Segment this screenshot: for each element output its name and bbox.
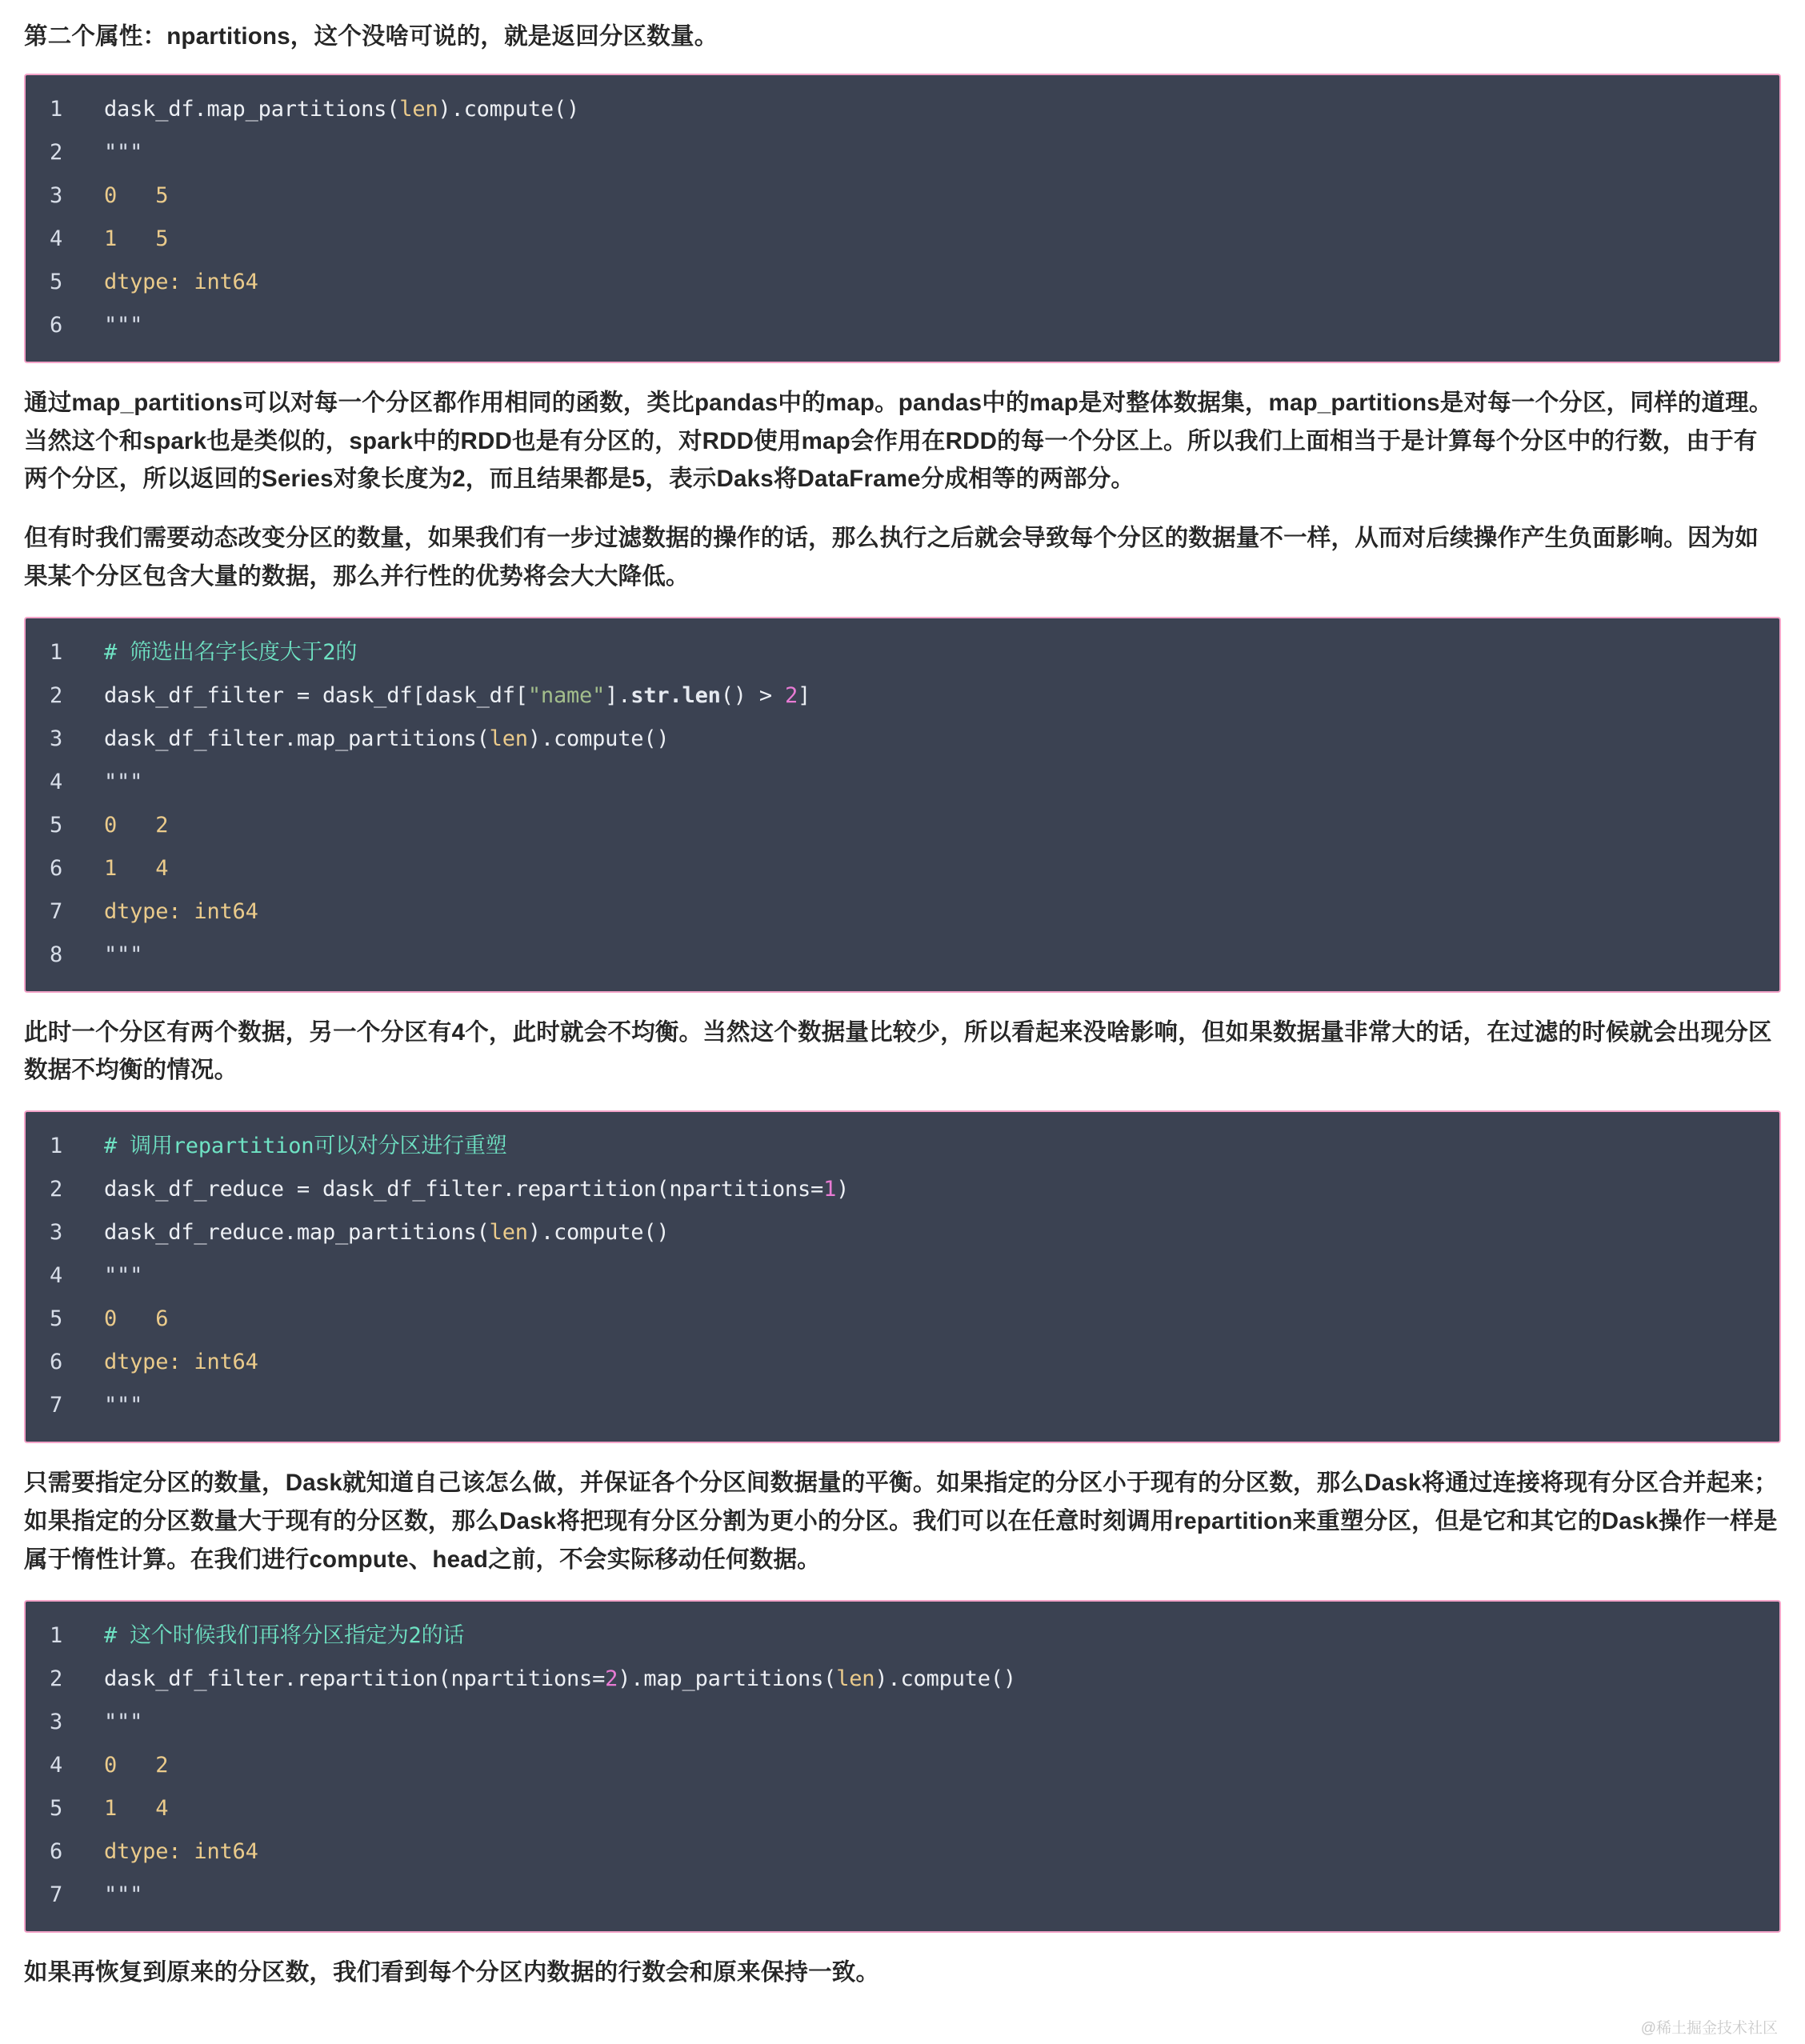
- code-text: """: [104, 1393, 143, 1418]
- line-number: 3: [50, 726, 63, 751]
- line-number: 4: [50, 226, 63, 251]
- line-number: 5: [50, 269, 63, 294]
- code-line: [26, 174, 1779, 218]
- paragraph-2: 但有时我们需要动态改变分区的数量，如果我们有一步过滤数据的操作的话，那么执行之后就会导致每个分区的数据量不一样，从而对后续操作产生负面影响。因为如果某个分区包含大量的数据，那么并行性的优势将会大大降低。: [24, 525, 1759, 590]
- code-block-3[interactable]: [24, 1110, 1781, 1443]
- code-text: dask_df_reduce.map_partitions(len).compute(): [104, 1220, 670, 1246]
- code-line: [26, 1125, 1779, 1168]
- code-text: dask_df_filter.repartition(npartitions=2).map_partitions(len).compute(): [104, 1666, 1016, 1691]
- code-text: """: [104, 1709, 143, 1734]
- code-block-2[interactable]: [24, 617, 1781, 993]
- code-line: [26, 631, 1779, 674]
- code-line: [26, 1701, 1779, 1744]
- code-line: [26, 1830, 1779, 1874]
- code-line: [26, 1254, 1779, 1298]
- line-number: 3: [50, 182, 63, 208]
- line-number: 1: [50, 639, 63, 665]
- line-number: 6: [50, 855, 63, 881]
- code-line: [26, 718, 1779, 761]
- code-line: [26, 1168, 1779, 1211]
- code-text: dtype: int64: [104, 898, 258, 924]
- code-text: 0 6: [104, 1306, 169, 1332]
- code-text: dask_df_filter.map_partitions(len).compute(): [104, 726, 670, 751]
- code-block-1[interactable]: [24, 74, 1781, 363]
- code-text: 1 5: [104, 226, 169, 251]
- code-line: [26, 847, 1779, 890]
- paragraph-5: 如果再恢复到原来的分区数，我们看到每个分区内数据的行数会和原来保持一致。: [24, 1958, 880, 1986]
- code-line: [26, 934, 1779, 977]
- paragraph-3: 此时一个分区有两个数据，另一个分区有4个，此时就会不均衡。当然这个数据量比较少，所以看起来没啥影响，但如果数据量非常大的话，在过滤的时候就会出现分区数据不均衡的情况。: [24, 1018, 1772, 1084]
- line-number: 5: [50, 1306, 63, 1332]
- code-line: [26, 674, 1779, 718]
- line-number: 3: [50, 1220, 63, 1246]
- code-text: # 这个时候我们再将分区指定为2的话: [104, 1622, 465, 1648]
- code-text: # 筛选出名字长度大于2的: [104, 639, 358, 665]
- code-line: [26, 1341, 1779, 1384]
- code-text: 0 2: [104, 1752, 169, 1778]
- line-number: 7: [50, 898, 63, 924]
- code-text: 0 2: [104, 812, 169, 838]
- code-text: dask_df_reduce = dask_df_filter.repartition(npartitions=1): [104, 1177, 850, 1202]
- code-line: [26, 890, 1779, 934]
- line-number: 4: [50, 1263, 63, 1289]
- code-text: dask_df_filter = dask_df[dask_df["name"].str.len() > 2]: [104, 682, 811, 708]
- code-text: """: [104, 1882, 143, 1907]
- code-text: dtype: int64: [104, 1350, 258, 1375]
- code-text: """: [104, 139, 143, 165]
- code-line: [26, 131, 1779, 174]
- paragraph-4: 只需要指定分区的数量，Dask就知道自己该怎么做，并保证各个分区间数据量的平衡。如果指定的分区小于现有的分区数，那么Dask将通过连接将现有分区合并起来；如果指定的分区数量大于现有的分区数，那么Dask将把现有分区分割为更小的分区。我们可以在任意时刻调用repartition来重塑分区，但是它和其它的Dask操作一样是属于惰性计算。在我们进行compute、head之前，不会实际移动任何数据。: [24, 1470, 1778, 1573]
- code-line: [26, 304, 1779, 347]
- intro-paragraph: 第二个属性：npartitions，这个没啥可说的，就是返回分区数量。: [24, 23, 718, 50]
- line-number: 5: [50, 1795, 63, 1821]
- code-text: dtype: int64: [104, 269, 258, 294]
- line-number: 2: [50, 139, 63, 165]
- code-line: [26, 1384, 1779, 1427]
- code-block-4[interactable]: [24, 1600, 1781, 1933]
- code-line: [26, 88, 1779, 131]
- line-number: 2: [50, 682, 63, 708]
- code-text: """: [104, 942, 143, 967]
- line-number: 1: [50, 1134, 63, 1159]
- code-text: """: [104, 1263, 143, 1289]
- line-number: 4: [50, 769, 63, 794]
- code-line: [26, 1614, 1779, 1658]
- line-number: 6: [50, 1350, 63, 1375]
- code-line: [26, 218, 1779, 261]
- code-text: 1 4: [104, 1795, 169, 1821]
- code-text: dtype: int64: [104, 1838, 258, 1864]
- code-line: [26, 261, 1779, 304]
- line-number: 1: [50, 96, 63, 122]
- code-line: [26, 761, 1779, 804]
- line-number: 4: [50, 1752, 63, 1778]
- line-number: 6: [50, 1838, 63, 1864]
- line-number: 7: [50, 1393, 63, 1418]
- code-line: [26, 1787, 1779, 1830]
- paragraph-1: 通过map_partitions可以对每一个分区都作用相同的函数，类比pandas中的map。pandas中的map是对整体数据集，map_partitions是对每一个分区，同样的道理。当然这个和spark也是类似的，spark中的RDD也是有分区的，对RDD使用map会作用在RDD的每一个分区上。所以我们上面相当于是计算每个分区中的行数，由于有两个分区，所以返回的Series对象长度为2，而且结果都是5，表示Daks将DataFrame分成相等的两部分。: [24, 389, 1773, 493]
- site-watermark: @稀土掘金技术社区: [1640, 2020, 1778, 2038]
- code-line: [26, 1874, 1779, 1917]
- code-line: [26, 804, 1779, 847]
- line-number: 3: [50, 1709, 63, 1734]
- code-line: [26, 1211, 1779, 1254]
- code-text: 1 4: [104, 855, 169, 881]
- line-number: 7: [50, 1882, 63, 1907]
- line-number: 8: [50, 942, 63, 967]
- line-number: 5: [50, 812, 63, 838]
- code-text: dask_df.map_partitions(len).compute(): [104, 96, 580, 122]
- code-line: [26, 1658, 1779, 1701]
- code-line: [26, 1298, 1779, 1341]
- code-text: """: [104, 312, 143, 338]
- code-text: """: [104, 769, 143, 794]
- code-text: # 调用repartition可以对分区进行重塑: [104, 1134, 507, 1159]
- line-number: 2: [50, 1177, 63, 1202]
- line-number: 1: [50, 1622, 63, 1648]
- line-number: 6: [50, 312, 63, 338]
- line-number: 2: [50, 1666, 63, 1691]
- code-line: [26, 1744, 1779, 1787]
- code-text: 0 5: [104, 182, 169, 208]
